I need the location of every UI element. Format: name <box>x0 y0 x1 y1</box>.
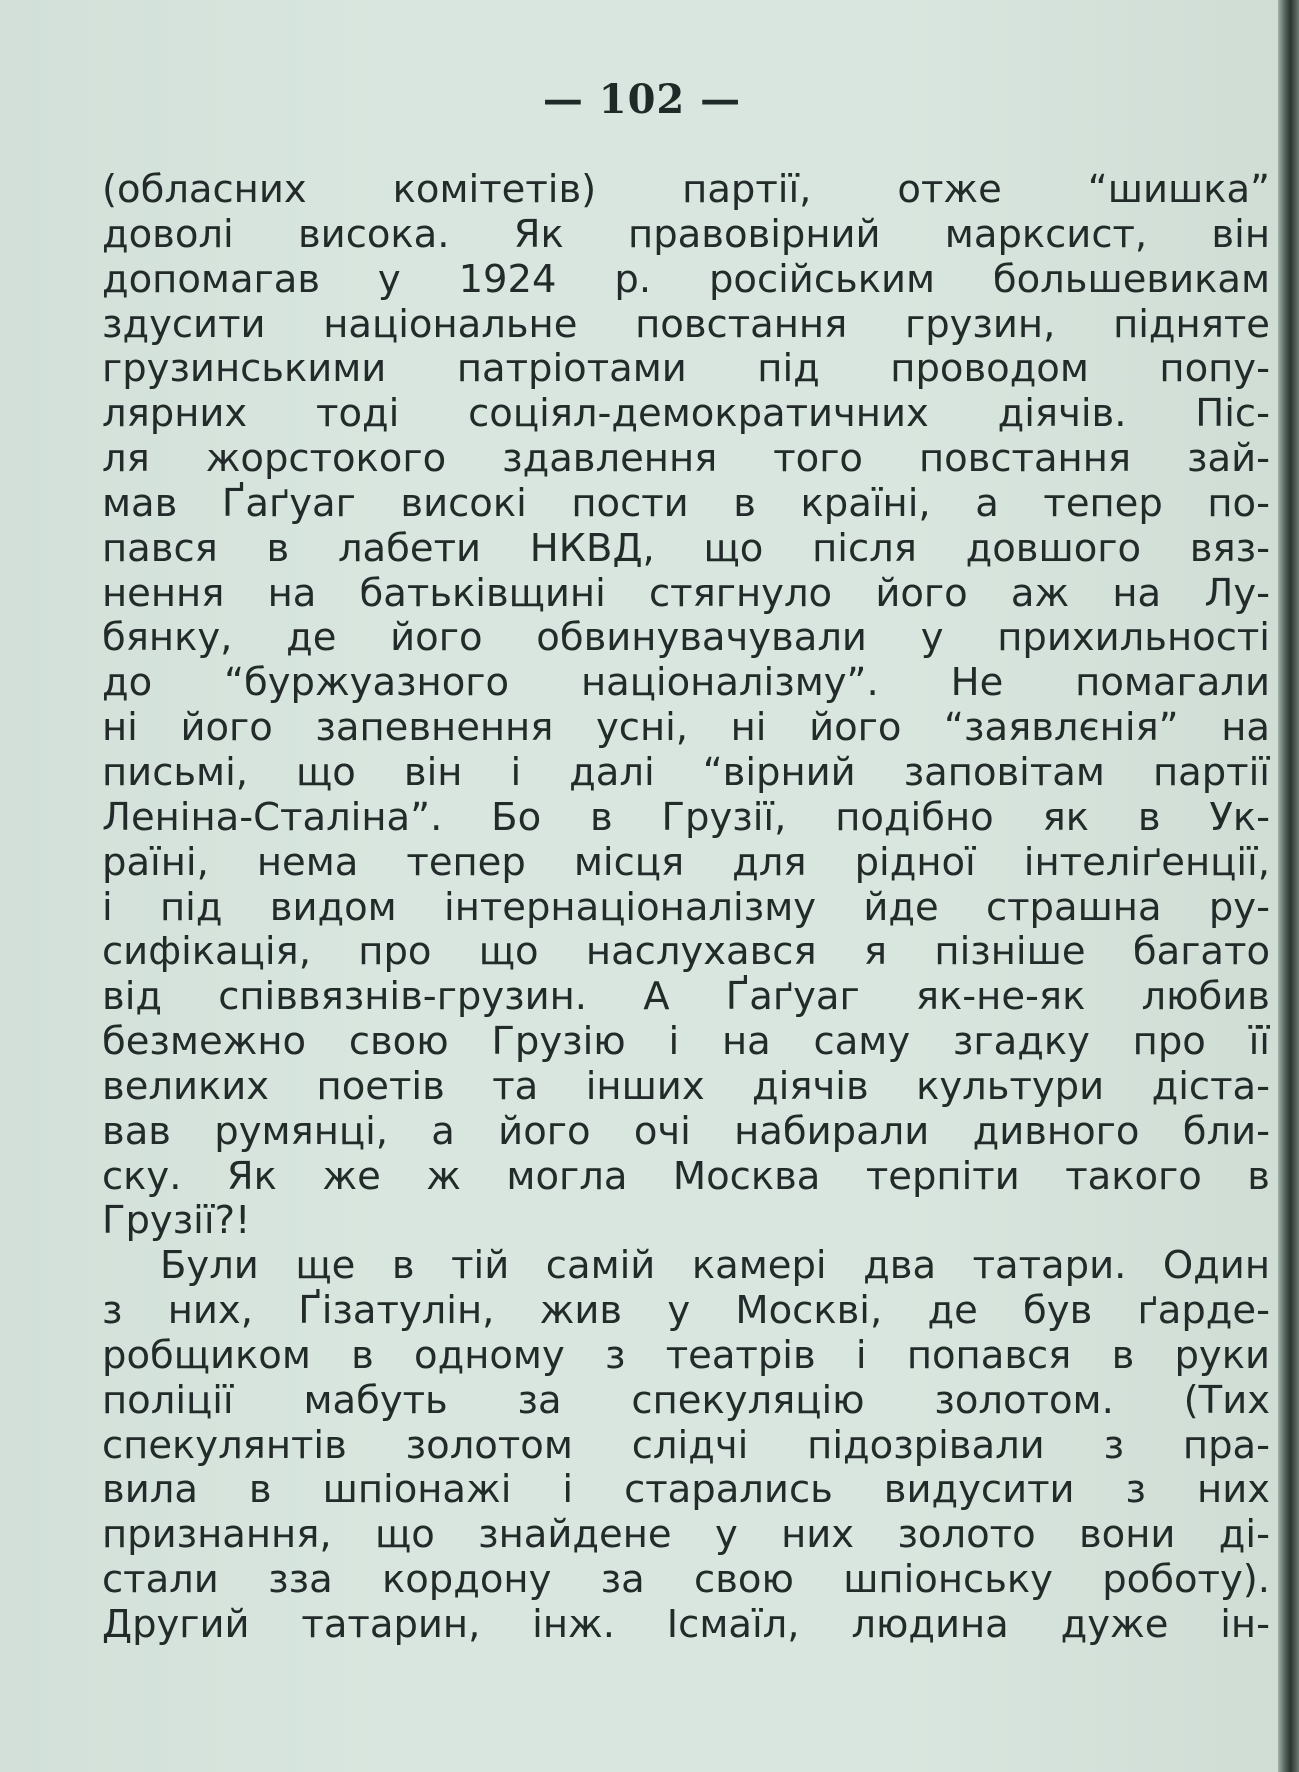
text-line: безмежно свою Грузію і на саму згадку про її <box>102 1020 1270 1065</box>
text-line: поліції мабуть за спекуляцію золотом. (Тих <box>102 1378 1270 1423</box>
book-binding-edge <box>1278 0 1299 1772</box>
text-line: стали зза кордону за свою шпіонську роботу). <box>102 1558 1270 1603</box>
text-line: лярних тоді соціял-демократичних діячів. Піс- <box>102 392 1270 437</box>
text-line: здусити національне повстання грузин, підняте <box>102 302 1270 347</box>
text-line: вав румянці, а його очі набирали дивного бли- <box>102 1109 1270 1154</box>
text-line: бянку, де його обвинувачували у прихильності <box>102 616 1270 661</box>
text-line: доволі висока. Як правовірний марксист, він <box>102 212 1270 257</box>
text-line: раїні, нема тепер місця для рідної інтеліґенції, <box>102 840 1270 885</box>
text-line: Другий татарин, інж. Ісмаїл, людина дуже ін- <box>102 1603 1270 1647</box>
text-line-paragraph-end: Грузії?! <box>102 1199 251 1244</box>
text-line: великих поетів та інших діячів культури діста- <box>102 1064 1270 1109</box>
text-line: допомагав у 1924 р. російським большевикам <box>102 257 1270 302</box>
text-line: Леніна-Сталіна”. Бо в Грузії, подібно як в Ук- <box>102 795 1270 840</box>
text-line: вила в шпіонажі і старались видусити з них <box>102 1468 1270 1513</box>
text-line: ску. Як же ж могла Москва терпіти такого в <box>102 1154 1270 1199</box>
text-line: спекулянтів золотом слідчі підозрівали з пра- <box>102 1423 1270 1468</box>
text-line: ля жорстокого здавлення того повстання зай- <box>102 437 1270 482</box>
text-line: грузинськими патріотами під проводом попу- <box>102 347 1270 392</box>
text-line: до “буржуазного націоналізму”. Не помагали <box>102 661 1270 706</box>
text-line: признання, що знайдене у них золото вони ді- <box>102 1513 1270 1558</box>
text-line: з них, Ґізатулін, жив у Москві, де був ґарде- <box>102 1289 1270 1334</box>
text-line: письмі, що він і далі “вірний заповітам партії <box>102 750 1270 795</box>
text-line: сифікація, про що наслухався я пізніше багато <box>102 930 1270 975</box>
text-line: мав Ґаґуаг високі пости в країні, а тепер по- <box>102 481 1270 526</box>
text-line: нення на батьківщині стягнуло його аж на Лу- <box>102 571 1270 616</box>
text-line: робщиком в одному з театрів і попався в руки <box>102 1333 1270 1378</box>
text-line: від співвязнів-грузин. А Ґаґуаг як-не-як любив <box>102 975 1270 1020</box>
body-text <box>102 168 1270 1648</box>
text-line: (обласних комітетів) партії, отже “шишка” <box>102 168 1270 212</box>
text-line: ні його запевнення усні, ні його “заявлєнія” на <box>102 706 1270 751</box>
text-line: пався в лабети НКВД, що після довшого вяз- <box>102 526 1270 571</box>
page-number: — 102 — <box>542 76 742 123</box>
text-line-paragraph-start: Були ще в тій самій камері два татари. Один <box>160 1244 1270 1289</box>
text-line: і під видом інтернаціоналізму йде страшна ру- <box>102 885 1270 930</box>
